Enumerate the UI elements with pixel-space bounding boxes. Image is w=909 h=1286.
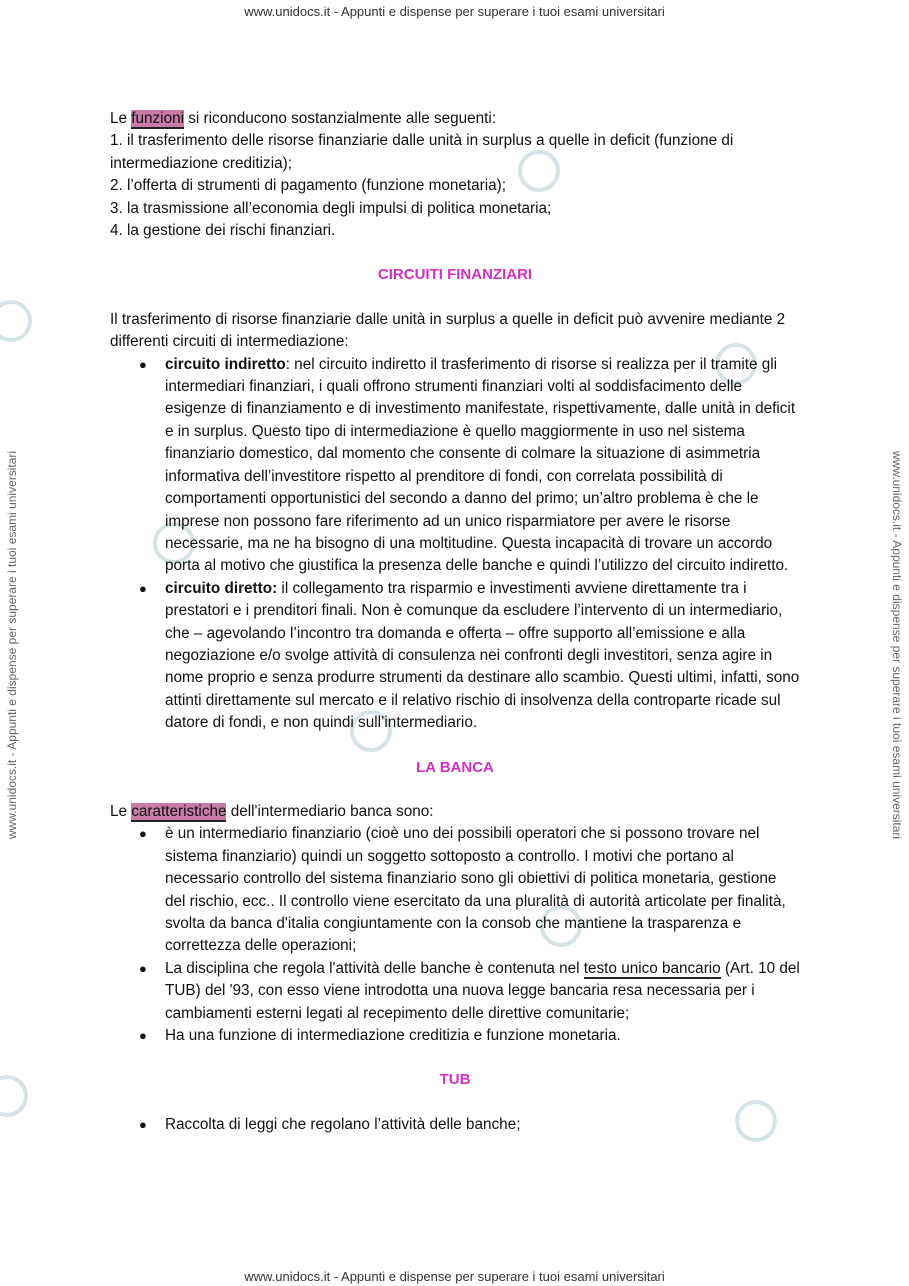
- highlight-funzioni: funzioni: [131, 110, 184, 127]
- bullet-icon: ●: [139, 960, 147, 976]
- list-item: ● La disciplina che regola l'attività delle banche è contenuta nel testo unico bancario (Art. 10 del TUB) del '93, con esso viene introdotta una nuova legge bancaria resa necessaria per i cambiamenti esterni legati al recepimento delle direttive comunitarie;: [139, 959, 800, 1022]
- intro-item: 4. la gestione dei rischi finanziari.: [110, 222, 336, 240]
- list-item: ● Raccolta di leggi che regolano l’attività delle banche;: [165, 1114, 800, 1136]
- document-body: [110, 108, 800, 1136]
- watermark-left: www.unidocs.it - Appunti e dispense per superare i tuoi esami universitari: [5, 450, 19, 840]
- section-lead: Il trasferimento di risorse finanziarie dalle unità in surplus a quelle in deficit può avvenire mediante 2 differenti circuiti di intermediazione:: [110, 310, 786, 351]
- list-item: ● circuito indiretto: nel circuito indiretto il trasferimento di risorse si realizza per il tramite gli intermediari finanziari, i quali offrono strumenti finanziari volti al soddisfacimento delle esigenze di finanziamento e di investimento manifestate, rispettivamente, dalle unità in deficit e in surplus. Questo tipo di intermediazione è quello maggiormente in uso nel sistema finanziario domestico, dal momento che consente di colmare la situazione di asimmetria informativa dell’investitore rispetto al prenditore di fondi, con correlata possibilità di comportamenti opportunistici del secondo a danno del primo; un’altro problema è che le imprese non possono fare riferimento ad un unico risparmiatore per avere le risorse necessarie, ma ne ha bisogno di una moltitudine. Questa incapacità di trovare un accordo porta al motivo che giustifica la presenza delle banche e quindi l’utilizzo del circuito indiretto.: [139, 355, 796, 575]
- unidocs-logo-icon: [0, 1075, 28, 1117]
- bullet-icon: ●: [139, 1116, 147, 1132]
- list-item: ● è un intermediario finanziario (cioè uno dei possibili operatori che si possono trovare nel sistema finanziario) quindi un soggetto sottoposto a controllo. I motivi che portano al necessario controllo del sistema finanziario sono gli obiettivi di politica monetaria, gestione del rischio, ecc.. Il controllo viene esercitato da una pluralità di autorità articolate per finalità, svolta da banca d'italia congiuntamente con la consob che mantiene la trasparenza e correttezza delle operazioni;: [139, 825, 786, 955]
- list-item: ● circuito diretto: il collegamento tra risparmio e investimenti avviene direttamente tra i prestatori e i prenditori finali. Non è comunque da escludere l’intervento di un intermediario, che – agevolando l’incontro tra domanda e offerta – offre supporto all’emissione e alla negoziazione e/o svolge attività di consulenza nei confronti degli investitori, senza agire in nome proprio e senza produrre strumenti da destinare allo scambio. Questi ultimi, infatti, sono attinti direttamente sul mercato e il relativo rischio di insolvenza della controparte ricade sul datore di fondi, e non quindi sull’intermediario.: [139, 579, 800, 732]
- bullet-icon: ●: [139, 580, 147, 596]
- intro-item: 2. l’offerta di strumenti di pagamento (funzione monetaria);: [110, 177, 506, 195]
- section-heading: LA BANCA: [416, 758, 494, 776]
- list-item: ● Ha una funzione di intermediazione creditizia e funzione monetaria.: [165, 1025, 800, 1047]
- watermark-right: www.unidocs.it - Appunti e dispense per superare i tuoi esami universitari: [890, 450, 904, 840]
- section-heading: CIRCUITI FINANZIARI: [377, 266, 533, 284]
- watermark-bottom: www.unidocs.it - Appunti e dispense per superare i tuoi esami universitari: [244, 1269, 665, 1284]
- intro-item: 1. il trasferimento delle risorse finanziarie dalle unità in surplus a quelle in deficit (funzione di intermediazione creditizia);: [110, 132, 734, 172]
- section-heading: TUB: [439, 1071, 471, 1089]
- intro-item: 3. la trasmissione all’economia degli impulsi di politica monetaria;: [110, 199, 552, 217]
- unidocs-logo-icon: [0, 300, 32, 342]
- section-lead: Le caratteristiche dell'intermediario banca sono:: [110, 802, 434, 820]
- highlight-caratteristiche: caratteristiche: [131, 802, 227, 820]
- bullet-icon: ●: [139, 356, 147, 372]
- intro-line: Le funzioni si riconducono sostanzialmente alle seguenti:: [110, 110, 497, 127]
- watermark-top: www.unidocs.it - Appunti e dispense per superare i tuoi esami universitari: [244, 4, 665, 19]
- bullet-icon: ●: [139, 1028, 147, 1044]
- testo-unico-link: testo unico bancario: [583, 959, 721, 977]
- bullet-icon: ●: [139, 826, 147, 842]
